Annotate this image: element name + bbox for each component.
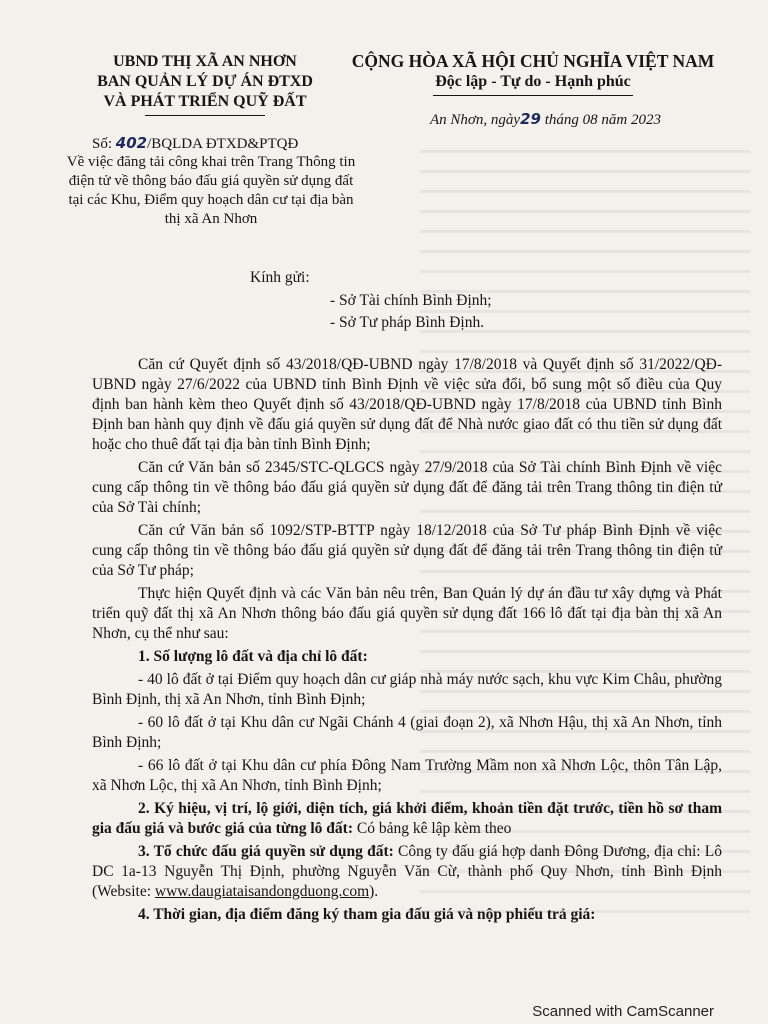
recipient-finance: - Sở Tài chính Bình Định; [330,292,492,309]
agency-line-2: BAN QUẢN LÝ DỰ ÁN ĐTXD [97,73,313,90]
national-motto-header [338,50,728,96]
section-3-heading: 3. Tổ chức đấu giá quyền sử dụng đất: [138,843,394,860]
issuing-agency-header [70,52,340,116]
section-1-item-3: - 66 lô đất ở tại Khu dân cư phía Đông Nam Trường Mầm non xã Nhơn Lộc, thôn Tân Lập, xã Nhơn Lộc, thị xã An Nhơn, tỉnh Bình Định; [92,757,722,794]
section-2-text: Có bảng kê lập kèm theo [353,820,512,837]
date-prefix: An Nhơn, ngày [430,112,521,128]
section-1-heading: 1. Số lượng lô đất và địa chỉ lô đất: [138,648,368,665]
greeting: Kính gửi: [250,269,310,286]
section-3 [92,842,722,902]
national-motto: Độc lập - Tự do - Hạnh phúc [435,73,631,90]
paragraph-basis-2: Căn cứ Văn bản số 2345/STC-QLGCS ngày 27/9/2018 của Sở Tài chính Bình Định về việc cung cấp thông tin về thông báo đấu giá quyền sử dụng đất để đăng tải trên Trang thông tin điện tử của Sở Tài chính; [92,459,722,516]
doc-number-suffix: /BQLDA ĐTXD&PTQĐ [147,136,299,152]
section-2-heading: 2. Ký hiệu, vị trí, lộ giới, diện tích, giá khởi điểm, khoản tiền đặt trước, tiền hồ sơ tham gia đấu giá và bước giá của từng lô đất: [92,800,722,837]
document-body [92,355,722,928]
paragraph-basis-3: Căn cứ Văn bản số 1092/STP-BTTP ngày 18/12/2018 của Sở Tư pháp Bình Định về việc cung cấp thông tin về thông báo đấu giá quyền sử dụng đất để đăng tải trên Trang thông tin điện tử của Sở Tư pháp; [92,522,722,579]
scanner-watermark: Scanned with CamScanner [532,1003,714,1020]
section-3-text: Công ty đấu giá hợp danh Đông Dương, địa chỉ: Lô DC 1a-13 Nguyễn Thị Định, phường Nguyễn Văn Cừ, thành phố Quy Nhơn, tỉnh Bình Định (Website: [92,843,722,900]
section-3-text-end: ). [369,883,379,900]
section-1-item-1: - 40 lô đất ở tại Điểm quy hoạch dân cư giáp nhà máy nước sạch, khu vực Kim Châu, phường Bình Định, thị xã An Nhơn, tỉnh Bình Định; [92,671,722,708]
section-2 [92,799,722,839]
auction-website-link[interactable]: www.daugiataisandongduong.com [154,883,370,900]
doc-number-handwritten: 402 [115,134,148,152]
motto-underline [433,95,633,96]
section-4-heading: 4. Thời gian, địa điểm đăng ký tham gia đấu giá và nộp phiếu trả giá: [138,906,596,923]
document-subject: Về việc đăng tải công khai trên Trang Thông tin điện tử về thông báo đấu giá quyền sử dụng đất tại các Khu, Điểm quy hoạch dân cư tại địa bàn thị xã An Nhơn [66,154,356,227]
recipient-justice: - Sở Tư pháp Bình Định. [330,314,485,331]
agency-line-1: UBND THỊ XÃ AN NHƠN [113,53,297,70]
paragraph-basis-1: Căn cứ Quyết định số 43/2018/QĐ-UBND ngày 17/8/2018 và Quyết định số 31/2022/QĐ-UBND ngày 27/6/2022 của UBND tỉnh Bình Định về việc sửa đổi, bổ sung một số điều của Quy định ban hành kèm theo Quyết định số 43/2018/QĐ-UBND ngày 17/8/2018 của UBND tỉnh Bình Định ban hành quy định về đấu giá quyền sử dụng đất để Nhà nước giao đất có thu tiền sử dụng đất hoặc cho thuê đất tại địa bàn tỉnh Bình Định; [92,356,722,453]
section-1-item-2: - 60 lô đất ở tại Khu dân cư Ngãi Chánh 4 (giai đoạn 2), xã Nhơn Hậu, thị xã An Nhơn, tỉnh Bình Định; [92,714,722,751]
document-date [430,110,661,129]
paragraph-implementation: Thực hiện Quyết định và các Văn bản nêu trên, Ban Quản lý dự án đầu tư xây dựng và Phát triển quỹ đất thị xã An Nhơn thông báo đấu giá quyền sử dụng đất 166 lô đất tại địa bàn thị xã An Nhơn, cụ thể như sau: [92,585,722,642]
doc-number-prefix: Số: [92,136,116,152]
national-title: CỘNG HÒA XÃ HỘI CHỦ NGHĨA VIỆT NAM [351,51,715,71]
agency-underline [145,115,265,116]
date-day-handwritten: 29 [520,110,541,128]
agency-line-3: VÀ PHÁT TRIỂN QUỸ ĐẤT [103,93,307,110]
date-suffix: tháng 08 năm 2023 [540,112,661,128]
document-number [92,134,298,153]
